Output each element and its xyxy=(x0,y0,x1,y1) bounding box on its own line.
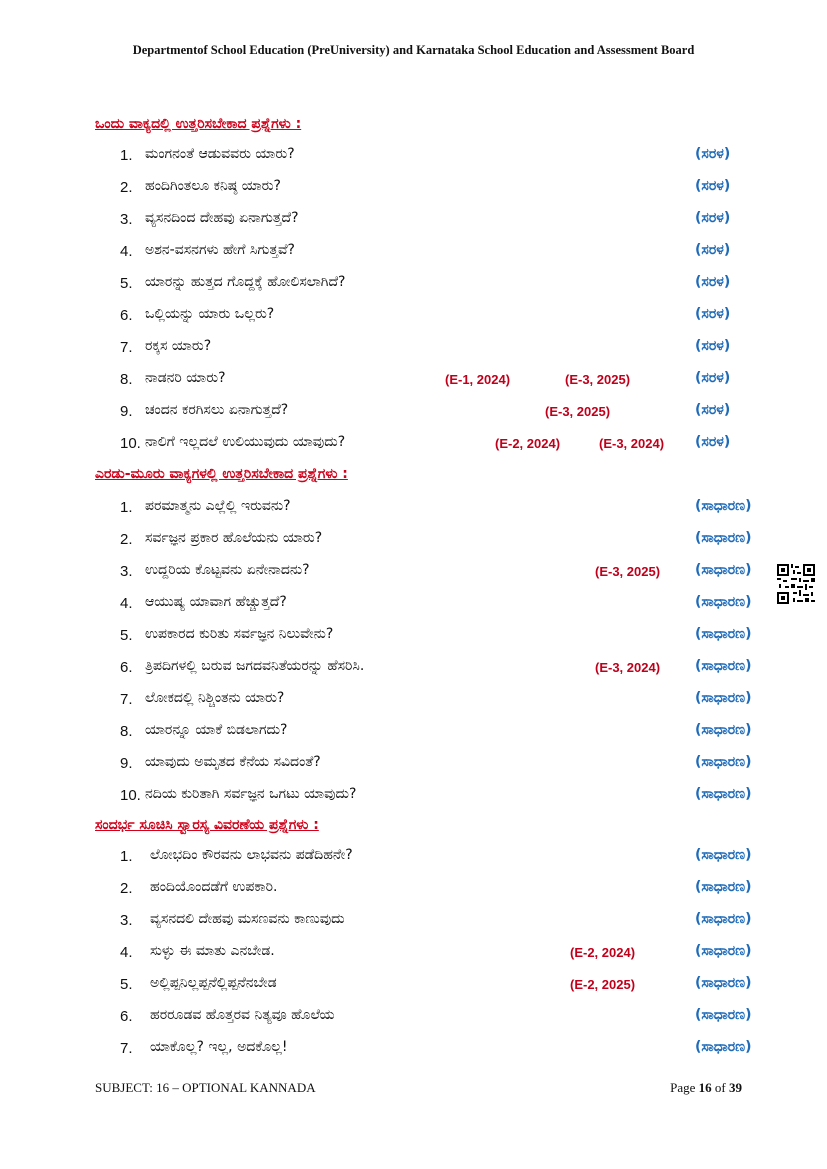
exam-tag: (E-3, 2025) xyxy=(545,404,611,419)
question-row xyxy=(0,975,827,1001)
question-text: ನದಿಯ ಕುರಿತಾಗಿ ಸರ್ವಜ್ಞನ ಒಗಟು ಯಾವುದು? xyxy=(145,786,357,802)
question-row xyxy=(0,146,827,172)
difficulty-label: (ಸಾಧಾರಣ) xyxy=(695,594,752,610)
question-number: 9. xyxy=(120,403,133,420)
exam-tag: (E-3, 2024) xyxy=(595,660,661,675)
question-number: 2. xyxy=(120,880,133,897)
difficulty-label: (ಸರಳ) xyxy=(695,306,731,322)
page-header: Departmentof School Education (PreUniversity) and Karnataka School Education and Assessment Board xyxy=(132,43,695,57)
difficulty-label: (ಸಾಧಾರಣ) xyxy=(695,754,752,770)
question-number: 4. xyxy=(120,243,133,260)
difficulty-label: (ಸಾಧಾರಣ) xyxy=(695,562,752,578)
question-row xyxy=(0,338,827,364)
question-text: ತ್ರಿಪದಿಗಳಲ್ಲಿ ಬರುವ ಜಗದವನಿತೆಯರನ್ನು ಹೆಸರಿಸಿ. xyxy=(145,658,365,674)
question-number: 6. xyxy=(120,1008,133,1025)
question-number: 5. xyxy=(120,976,133,993)
difficulty-label: (ಸಾಧಾರಣ) xyxy=(695,943,752,959)
question-text: ಅಲ್ಲಿಪ್ಪನಿಲ್ಲಪ್ಪನೆಲ್ಲಿಪ್ಪನೆನಬೇಡ xyxy=(150,975,277,991)
question-row xyxy=(0,306,827,332)
difficulty-label: (ಸರಳ) xyxy=(695,242,731,258)
question-number: 4. xyxy=(120,595,133,612)
question-row xyxy=(0,210,827,236)
question-number: 3. xyxy=(120,211,133,228)
question-number: 2. xyxy=(120,531,133,548)
question-text: ಉದ್ದರಿಯ ಕೊಟ್ಟವನು ಏನೇನಾದನು? xyxy=(145,562,310,578)
footer-page-number xyxy=(670,1080,742,1096)
exam-tag: (E-2, 2024) xyxy=(570,945,636,960)
question-row xyxy=(0,242,827,268)
question-number: 10. xyxy=(120,787,141,804)
question-row xyxy=(0,178,827,204)
question-row xyxy=(0,434,827,460)
question-number: 8. xyxy=(120,723,133,740)
question-text: ರಕ್ಕಸ ಯಾರು? xyxy=(145,338,212,354)
question-text: ಉಪಕಾರದ ಕುರಿತು ಸರ್ವಜ್ಞನ ನಿಲುವೇನು? xyxy=(145,626,334,642)
difficulty-label: (ಸರಳ) xyxy=(695,210,731,226)
question-text: ಅಶನ-ವಸನಗಳು ಹೇಗೆ ಸಿಗುತ್ತವೆ? xyxy=(145,242,295,258)
question-number: 3. xyxy=(120,912,133,929)
difficulty-label: (ಸರಳ) xyxy=(695,434,731,450)
question-number: 4. xyxy=(120,944,133,961)
exam-tag: (E-2, 2024) xyxy=(495,436,561,451)
question-text: ಯಾವುದು ಅಮೃತದ ಕೆನೆಯ ಸವಿದಂತೆ? xyxy=(145,754,321,770)
question-number: 10. xyxy=(120,435,141,452)
exam-tag: (E-3, 2024) xyxy=(599,436,665,451)
question-text: ಯಾಕೊಲ್ಲ? ಇಲ್ಲ, ಅದಕೊಲ್ಲ! xyxy=(150,1039,288,1055)
difficulty-label: (ಸಾಧಾರಣ) xyxy=(695,722,752,738)
qr-code-icon xyxy=(777,564,815,604)
difficulty-label: (ಸರಳ) xyxy=(695,146,731,162)
page-prefix: Page xyxy=(670,1080,696,1095)
section-title-one-sentence: ಒಂದು ವಾಕ್ಯದಲ್ಲಿ ಉತ್ತರಿಸಬೇಕಾದ ಪ್ರಶ್ನೆಗಳು : xyxy=(95,116,302,132)
page-of: of xyxy=(714,1080,726,1095)
question-row xyxy=(0,274,827,300)
exam-tag: (E-2, 2025) xyxy=(570,977,636,992)
difficulty-label: (ಸಾಧಾರಣ) xyxy=(695,690,752,706)
exam-tag: (E-1, 2024) xyxy=(445,372,511,387)
question-row xyxy=(0,530,827,556)
exam-tag: (E-3, 2025) xyxy=(595,564,661,579)
difficulty-label: (ಸಾಧಾರಣ) xyxy=(695,1039,752,1055)
difficulty-label: (ಸಾಧಾರಣ) xyxy=(695,498,752,514)
question-text: ವ್ಯಸನದಿಂದ ದೇಹವು ಏನಾಗುತ್ತದೆ? xyxy=(145,210,299,226)
section-title-two-three-sentences: ಎರಡು-ಮೂರು ವಾಕ್ಯಗಳಲ್ಲಿ ಉತ್ತರಿಸಬೇಕಾದ ಪ್ರಶ್ನೆಗಳು : xyxy=(95,466,348,482)
footer-subject: SUBJECT: 16 – OPTIONAL KANNADA xyxy=(95,1080,316,1095)
difficulty-label: (ಸಾಧಾರಣ) xyxy=(695,975,752,991)
question-row xyxy=(0,658,827,684)
question-row xyxy=(0,370,827,396)
question-number: 3. xyxy=(120,563,133,580)
question-text: ಚಂದನ ಕರಗಿಸಲು ಏನಾಗುತ್ತದೆ? xyxy=(145,402,289,418)
question-number: 7. xyxy=(120,1040,133,1057)
question-row xyxy=(0,1007,827,1033)
difficulty-label: (ಸಾಧಾರಣ) xyxy=(695,1007,752,1023)
difficulty-label: (ಸಾಧಾರಣ) xyxy=(695,626,752,642)
question-number: 7. xyxy=(120,691,133,708)
question-row xyxy=(0,911,827,937)
difficulty-label: (ಸರಳ) xyxy=(695,370,731,386)
question-row xyxy=(0,562,827,588)
difficulty-label: (ಸಾಧಾರಣ) xyxy=(695,847,752,863)
question-row xyxy=(0,1039,827,1065)
difficulty-label: (ಸರಳ) xyxy=(695,178,731,194)
question-text: ಹರರೂಡವ ಹೊತ್ತರವ ನಿತ್ಯವೂ ಹೊಲೆಯ xyxy=(150,1007,335,1023)
question-number: 2. xyxy=(120,179,133,196)
difficulty-label: (ಸಾಧಾರಣ) xyxy=(695,658,752,674)
difficulty-label: (ಸಾಧಾರಣ) xyxy=(695,879,752,895)
question-row xyxy=(0,786,827,812)
difficulty-label: (ಸರಳ) xyxy=(695,338,731,354)
difficulty-label: (ಸರಳ) xyxy=(695,402,731,418)
question-number: 5. xyxy=(120,627,133,644)
question-row xyxy=(0,879,827,905)
question-number: 8. xyxy=(120,371,133,388)
difficulty-label: (ಸಾಧಾರಣ) xyxy=(695,530,752,546)
difficulty-label: (ಸರಳ) xyxy=(695,274,731,290)
difficulty-label: (ಸಾಧಾರಣ) xyxy=(695,911,752,927)
question-text: ಮಂಗನಂತೆ ಆಡುವವರು ಯಾರು? xyxy=(145,146,295,162)
question-text: ಒಲ್ಲಿಯನ್ನು ಯಾರು ಒಲ್ಲರು? xyxy=(145,306,275,322)
question-text: ಯಾರನ್ನು ಹುತ್ತದ ಗೊದ್ದಕ್ಕೆ ಹೋಲಿಸಲಾಗಿದೆ? xyxy=(145,274,346,290)
question-row xyxy=(0,943,827,969)
question-number: 6. xyxy=(120,307,133,324)
question-number: 1. xyxy=(120,499,133,516)
question-text: ವ್ಯಸನದಲಿ ದೇಹವು ಮಸಣವನು ಕಾಣುವುದು xyxy=(150,911,345,927)
question-text: ಹಂದಿಗಿಂತಲೂ ಕನಿಷ್ಠ ಯಾರು? xyxy=(145,178,281,194)
question-row xyxy=(0,722,827,748)
question-text: ಪರಮಾತ್ಮನು ಎಲ್ಲೆಲ್ಲಿ ಇರುವನು? xyxy=(145,498,291,514)
question-row xyxy=(0,690,827,716)
question-row xyxy=(0,626,827,652)
question-text: ಹಂದಿಯೊಂದಡೆಗೆ ಉಪಕಾರಿ. xyxy=(150,879,278,895)
question-row xyxy=(0,754,827,780)
section-title-context-explanation: ಸಂದರ್ಭ ಸೂಚಿಸಿ ಸ್ವಾರಸ್ಯ ವಿವರಣೆಯ ಪ್ರಶ್ನೆಗಳು : xyxy=(95,817,319,833)
question-text: ಲೋಭದಿಂ ಕೌರವನು ಲಾಭವನು ಪಡೆದಿಹನೇ? xyxy=(150,847,353,863)
page-total: 39 xyxy=(729,1080,742,1095)
question-text: ನಾಲಿಗೆ ಇಲ್ಲದಲೆ ಉಲಿಯುವುದು ಯಾವುದು? xyxy=(145,434,346,450)
question-row xyxy=(0,402,827,428)
question-number: 5. xyxy=(120,275,133,292)
question-row xyxy=(0,594,827,620)
question-text: ಸುಳ್ಳು ಈ ಮಾತು ಎನಬೇಡ. xyxy=(150,943,275,959)
question-text: ಲೋಕದಲ್ಲಿ ನಿಶ್ಚಿಂತನು ಯಾರು? xyxy=(145,690,285,706)
question-text: ನಾಡನರಿ ಯಾರು? xyxy=(145,370,226,386)
question-number: 6. xyxy=(120,659,133,676)
question-number: 9. xyxy=(120,755,133,772)
question-text: ಯಾರನ್ನೂ ಯಾಕೆ ಬಿಡಲಾಗದು? xyxy=(145,722,288,738)
question-row xyxy=(0,498,827,524)
question-number: 1. xyxy=(120,147,133,164)
page-current: 16 xyxy=(698,1080,712,1095)
difficulty-label: (ಸಾಧಾರಣ) xyxy=(695,786,752,802)
question-row xyxy=(0,847,827,873)
question-number: 7. xyxy=(120,339,133,356)
exam-tag: (E-3, 2025) xyxy=(565,372,631,387)
question-text: ಆಯುಷ್ಯ ಯಾವಾಗ ಹೆಚ್ಚುತ್ತದೆ? xyxy=(145,594,287,610)
question-text: ಸರ್ವಜ್ಞನ ಪ್ರಕಾರ ಹೊಲೆಯನು ಯಾರು? xyxy=(145,530,323,546)
question-number: 1. xyxy=(120,848,133,865)
